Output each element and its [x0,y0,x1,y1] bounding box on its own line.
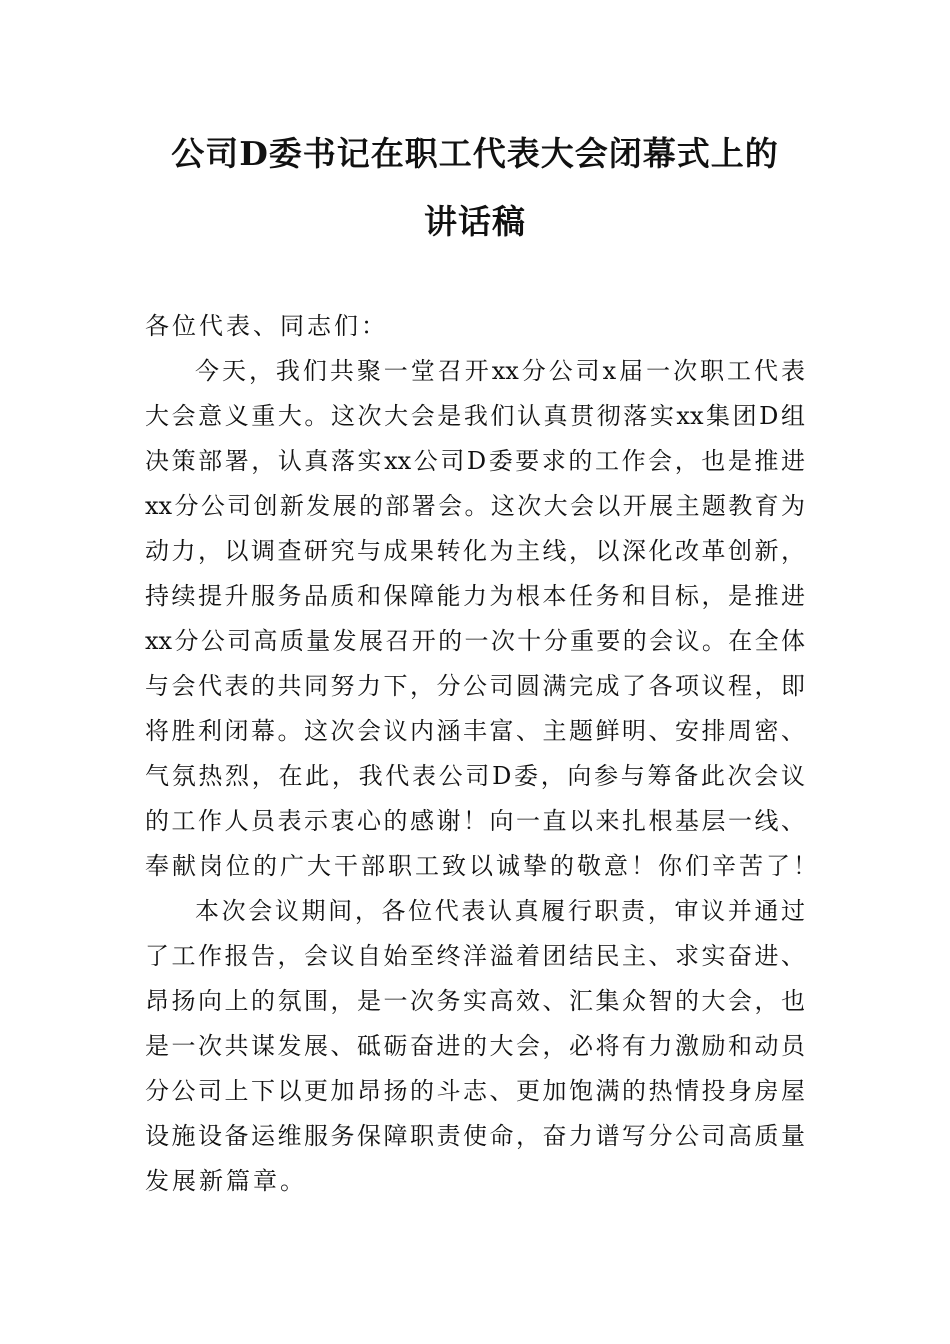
document-body [145,306,820,1206]
paragraph-line: 奉献岗位的广大干部职工致以诚挚的敬意！你们辛苦了！ [145,852,820,880]
paragraph-line: 大会意义重大。这次大会是我们认真贯彻落实xx集团D组 [145,402,805,430]
paragraph-line: 今天，我们共聚一堂召开xx分公司x届一次职工代表 [195,357,805,385]
paragraph-line: xx分公司创新发展的部署会。这次大会以开展主题教育为 [145,492,805,520]
paragraph-line: 设施设备运维服务保障职责使命，奋力谱写分公司高质量 [145,1122,805,1150]
document-title-line-2: 讲话稿 [424,202,526,241]
document-title-line-1: 公司D委书记在职工代表大会闭幕式上的 [171,134,779,173]
paragraph-line: 发展新篇章。 [145,1167,307,1195]
paragraph-line: 分公司上下以更加昂扬的斗志、更加饱满的热情投身房屋 [145,1077,805,1105]
paragraph-line: 持续提升服务品质和保障能力为根本任务和目标，是推进 [145,582,805,610]
paragraph-line: 动力，以调查研究与成果转化为主线，以深化改革创新， [145,537,805,565]
paragraph-line: 气氛热烈，在此，我代表公司D委，向参与筹备此次会议 [145,762,805,790]
paragraph-line: 是一次共谋发展、砥砺奋进的大会，必将有力激励和动员 [145,1032,805,1060]
paragraph-line: 本次会议期间，各位代表认真履行职责，审议并通过 [195,897,805,925]
paragraph-line: 的工作人员表示衷心的感谢！向一直以来扎根基层一线、 [145,807,805,835]
paragraph-line: 将胜利闭幕。这次会议内涵丰富、主题鲜明、安排周密、 [145,717,805,745]
salutation: 各位代表、同志们： [145,312,388,340]
paragraph-line: 决策部署，认真落实xx公司D委要求的工作会，也是推进 [145,447,805,475]
paragraph [145,891,805,1206]
paragraph-line: 昂扬向上的氛围，是一次务实高效、汇集众智的大会，也 [145,987,805,1015]
paragraph-line: xx分公司高质量发展召开的一次十分重要的会议。在全体 [145,627,805,655]
paragraph [145,351,820,891]
paragraph-line: 了工作报告，会议自始至终洋溢着团结民主、求实奋进、 [145,942,805,970]
paragraph-line: 与会代表的共同努力下，分公司圆满完成了各项议程，即 [145,672,805,700]
